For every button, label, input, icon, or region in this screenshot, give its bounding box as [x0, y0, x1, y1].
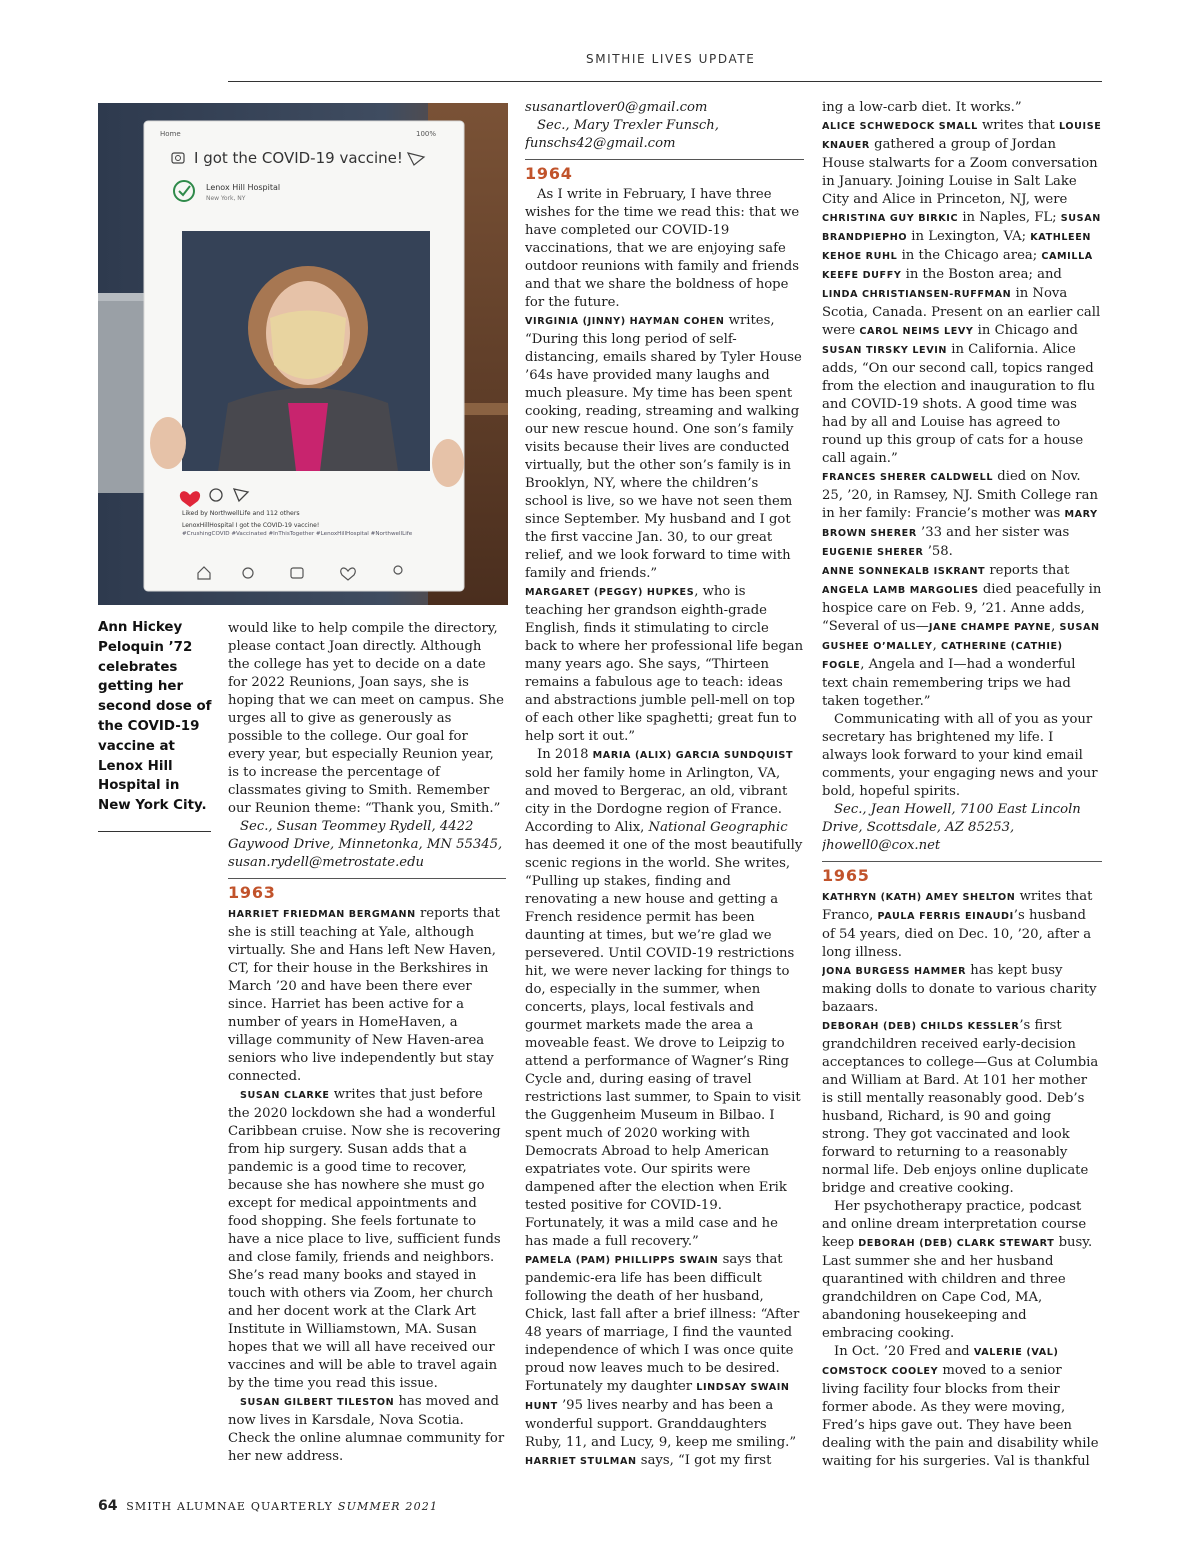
paragraph: In Oct. ’20 Fred and VALERIE (VAL) COMSTOCK COOLEY moved to a senior living facility four blocks from their former abode. As they were moving, Fred’s hips gave out. They have been dealing with the pain and disability while waiting for his surgeries. Val is thankful [822, 1344, 1099, 1469]
paragraph: JONA BURGESS HAMMER has kept busy making dolls to donate to various charity bazaars. [822, 963, 1097, 1015]
paragraph: ANNE SONNEKALB ISKRANT reports that ANGELA LAMB MARGOLIES died peacefully in hospice care on Feb. 9, ’21. Anne adds, “Several of us—JANE CHAMPE PAYNE, SUSAN GUSHEE O’MALLEY, CATHERINE (CATHIE) FOGLE, Angela and I—had a wonderful text chain remembering trips we had taken together.” [822, 563, 1102, 709]
page-footer [98, 1498, 438, 1514]
publication-name: SMITH ALUMNAE QUARTERLY [126, 1500, 334, 1513]
status-carrier: Home [160, 130, 181, 138]
paragraph: As I write in February, I have three wishes for the time we read this: that we have completed our COVID-19 vaccinations, that we are enjoying safe outdoor reunions with family and friends and that we share the boldness of hope for the future. [525, 187, 800, 310]
paragraph: DEBORAH (DEB) CHILDS KESSLER’s first grandchildren received early-decision acceptances to college—Gus at Columbia and William at Bard. At 101 her mother is still mentally reasonably good. Deb’s husband, Richard, is 90 and going strong. They got vaccinated and look forward to returning to a reasonably normal life. Deb enjoys online duplicate bridge and creative cooking. [822, 1018, 1099, 1196]
caption-rule [98, 831, 211, 832]
class-year-heading: 1965 [822, 861, 1102, 886]
alumna-name: VIRGINIA (JINNY) HAYMAN COHEN [525, 316, 725, 327]
alumna-name: HARRIET STULMAN [525, 1456, 637, 1467]
paragraph: VIRGINIA (JINNY) HAYMAN COHEN writes, “During this long period of self-distancing, emails shared by Tyler House ’64s have provided many laughs and much pleasure. My time has been spent cooking, reading, streaming and walking our new rescue hound. One son’s family visits because their lives are conducted virtually, but the other son’s family is in Brooklyn, NY, where the children’s school is live, so we have not seen them since September. My husband and I got the first vaccine Jan. 30, to our great relief, and we look forward to time with family and friends.” [525, 313, 802, 581]
column-2 [525, 99, 804, 1469]
alumna-name: MARGARET (PEGGY) HUPKES [525, 587, 695, 598]
hashtags: #CrushingCOVID #Vaccinated #InThisTogether #LenoxHillHospital #NorthwellLife [182, 531, 413, 537]
alumna-name: JONA BURGESS HAMMER [822, 966, 967, 977]
post-caption: LenoxHillHospital I got the COVID-19 vaccine! [182, 522, 320, 529]
alumna-name: MARIA (ALIX) GARCIA SUNDQUIST [592, 750, 794, 761]
secretary-signoff: Sec., Susan Teommey Rydell, 4422 Gaywood Drive, Minnetonka, MN 55345, susan.rydell@metrostate.edu [228, 819, 503, 870]
paragraph: would like to help compile the directory, please contact Joan directly. Although the college has yet to decide on a date for 2022 Reunions, Joan says, she is hoping that we can meet on campus. She urges all to give as generously as possible to the college. Our goal for every year, but especially Reunion year, is to increase the percentage of classmates giving to Smith. Remember our Reunion theme: “Thank you, Smith.” [228, 621, 504, 816]
paragraph: HARRIET FRIEDMAN BERGMANN reports that she is still teaching at Yale, although virtually. She and Hans left New Haven, CT, for their house in the Berkshires in March ’20 and have been there ever since. Harriet has been active for a number of years in HomeHaven, a village community of New Haven-area seniors who live independently but stay connected. [228, 906, 500, 1084]
alumna-name: ALICE SCHWEDOCK SMALL [822, 121, 978, 132]
publication-title: National Geographic [648, 820, 788, 835]
paragraph [228, 1466, 506, 1468]
paragraph: In 2018 MARIA (ALIX) GARCIA SUNDQUIST sold her family home in Arlington, VA, and moved to Bergerac, an old, vibrant city in the Dordogne region of France. According to Alix, National Geographic has deemed it one of the most beautifully scenic regions in the world. She writes, “Pulling up stakes, finding and renovating a new house and getting a French residence permit has been daunting at times, but we’re glad we persevered. Until COVID-19 restrictions hit, we were never lacking for things to do, especially in the summer, when concerts, plays, local festivals and gourmet markets made the area a moveable feast. We drove to Leipzig to attend a performance of Wagner’s Ring Cycle and, during easing of travel restrictions last summer, to Spain to visit the Guggenheim Museum in Bilbao. I spent much of 2020 working with Democrats Abroad to help American expatriates vote. Our spirits were dampened after the election when Erik tested positive for COVID-19. Fortunately, it was a mild case and he has made a full recovery.” [525, 747, 803, 1249]
alumna-name: DEBORAH (DEB) CLARK STEWART [858, 1238, 1055, 1249]
alumna-name: HARRIET FRIEDMAN BERGMANN [228, 909, 416, 920]
section-label: SMITHIE LIVES UPDATE [586, 52, 756, 66]
frame-title: I got the COVID-19 vaccine! [194, 149, 403, 167]
secretary-signoff: Sec., Jean Howell, 7100 East Lincoln Drive, Scottsdale, AZ 85253, jhowell0@cox.net [822, 802, 1081, 853]
paragraph: ing a low-carb diet. It works.” [822, 100, 1022, 115]
alumna-name: ANNE SONNEKALB ISKRANT [822, 566, 986, 577]
photo [98, 103, 508, 605]
secretary-signoff-cont: susanartlover0@gmail.com [525, 100, 708, 115]
paragraph: SUSAN GILBERT TILESTON has moved and now lives in Karsdale, Nova Scotia. Check the online alumnae community for her new address. [228, 1394, 505, 1464]
alumna-name: DEBORAH (DEB) CHILDS KESSLER [822, 1021, 1020, 1032]
secretary-signoff: Sec., Mary Trexler Funsch, funschs42@gmail.com [525, 118, 719, 151]
liked-by: Liked by NorthwellLife and 112 others [182, 510, 300, 517]
alumna-name: PAMELA (PAM) PHILLIPPS SWAIN [525, 1255, 719, 1266]
hospital-location: New York, NY [206, 195, 246, 202]
alumna-name: SUSAN CLARKE [240, 1090, 330, 1101]
column-3 [822, 99, 1102, 1469]
photo-caption: Ann Hickey Peloquin ’72 celebrates getting her second dose of the COVID-19 vaccine at Lenox Hill Hospital in New York City. [98, 620, 212, 814]
paragraph: HARRIET STULMAN says, “I got my first [525, 1453, 772, 1468]
paragraph: ALICE SCHWEDOCK SMALL writes that LOUISE KNAUER gathered a group of Jordan House stalwarts for a Zoom conversation in January. Joining Louise in Salt Lake City and Alice in Princeton, NJ, were CHRISTINA GUY BIRKIC in Naples, FL; SUSAN BRANDPIEPHO in Lexington, VA; KATHLEEN KEHOE RUHL in the Chicago area; CAMILLA KEEFE DUFFY in the Boston area; and LINDA CHRISTIANSEN-RUFFMAN in Nova Scotia, Canada. Present on an earlier call were CAROL NEIMS LEVY in Chicago and SUSAN TIRSKY LEVIN in California. Alice adds, “On our second call, topics ranged from the election and inauguration to flu and COVID-19 shots. A good time was had by all and Louise has agreed to round up this group of cats for a house call again.” [822, 118, 1102, 466]
alumna-name: KATHRYN (KATH) AMEY SHELTON [822, 892, 1016, 903]
page-number: 64 [98, 1498, 118, 1514]
status-battery: 100% [416, 130, 437, 138]
header-rule [228, 81, 1102, 82]
paragraph: Communicating with all of you as your secretary has brightened my life. I always look forward to your kind email comments, your engaging news and your bold, hopeful spirits. [822, 712, 1098, 799]
paragraph: SUSAN CLARKE writes that just before the 2020 lockdown she had a wonderful Caribbean cruise. Now she is recovering from hip surgery. Susan adds that a pandemic is a good time to recover, because she has nowhere she must go except for medical appointments and food shopping. She feels fortunate to have a nice place to live, sufficient funds and close family, friends and neighbors. She’s read many books and stayed in touch with others via Zoom, her church and her docent work at the Clark Art Institute in Williamstown, MA. Susan hopes that we will all have received our vaccines and will be able to travel again by the time you read this issue. [228, 1087, 501, 1391]
class-year-heading: 1963 [228, 878, 506, 903]
paragraph: PAMELA (PAM) PHILLIPPS SWAIN says that pandemic-era life has been difficult following the death of her husband, Chick, last fall after a brief illness: “After 48 years of marriage, I find the vaunted independence of which I was once quite proud now leaves much to be desired. Fortunately my daughter LINDSAY SWAIN HUNT ’95 lives nearby and has been a wonderful support. Granddaughters Ruby, 11, and Lucy, 9, keep me smiling.” [525, 1252, 800, 1450]
issue-label: SUMMER 2021 [337, 1500, 439, 1513]
column-1 [228, 620, 506, 1468]
alumna-name: VALERIE (VAL) COMSTOCK COOLEY [822, 1347, 1059, 1377]
alumna-name: SUSAN GILBERT TILESTON [240, 1397, 395, 1408]
photo-illustration [98, 103, 508, 605]
paragraph: MARGARET (PEGGY) HUPKES, who is teaching her grandson eighth-grade English, finds it stimulating to circle back to where her professional life began many years ago. She says, “Thirteen remains a fabulous age to teach: ideas and abstractions jumble pell-mell on top of each other like spaghetti; great fun to help sort it out.” [525, 584, 804, 744]
alumna-name: FRANCES SHERER CALDWELL [822, 472, 994, 483]
paragraph: FRANCES SHERER CALDWELL died on Nov. 25, ’20, in Ramsey, NJ. Smith College ran in her family: Francie’s mother was MARY BROWN SHERER ’33 and her sister was EUGENIE SHERER ’58. [822, 469, 1098, 559]
alumna-name: LINDSAY SWAIN HUNT [525, 1382, 790, 1412]
class-year-heading: 1964 [525, 159, 804, 184]
paragraph: KATHRYN (KATH) AMEY SHELTON writes that Franco, PAULA FERRIS EINAUDI’s husband of 54 years, died on Dec. 10, ’20, after a long illness. [822, 889, 1093, 960]
paragraph: Her psychotherapy practice, podcast and online dream interpretation course keep DEBORAH (DEB) CLARK STEWART busy. Last summer she and her husband quarantined with children and three grandchildren on Cape Cod, MA, abandoning housekeeping and embracing cooking. [822, 1199, 1093, 1341]
hospital-name: Lenox Hill Hospital [206, 183, 281, 192]
